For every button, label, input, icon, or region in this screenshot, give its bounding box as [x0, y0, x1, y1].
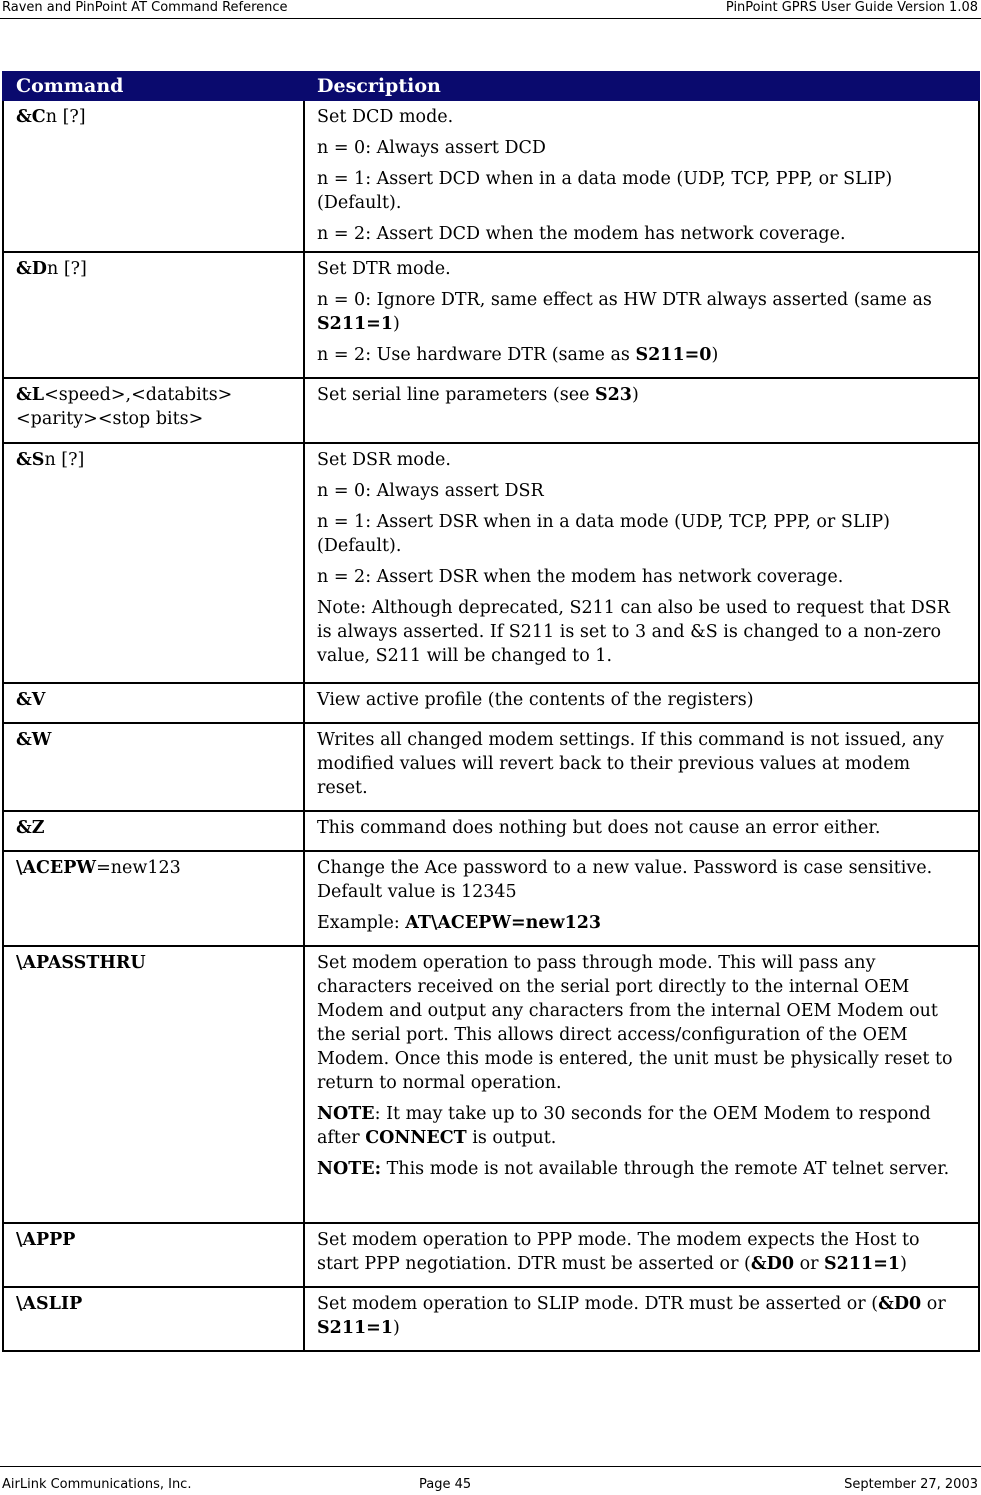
command-args: =new123 [96, 858, 181, 878]
command-name: &L [16, 385, 45, 405]
command-name: &V [16, 690, 46, 710]
command-name: \APPP [16, 1230, 76, 1250]
command-cell [3, 443, 304, 683]
description-note: NOTE: It may take up to 30 seconds for the OEM Modem to respond after CONNECT is output. [317, 1104, 931, 1148]
command-table [2, 71, 980, 1352]
command-name: &S [16, 450, 45, 470]
command-name: &W [16, 730, 52, 750]
table-row [3, 683, 979, 723]
command-name: &D [16, 259, 47, 279]
command-cell [3, 851, 304, 946]
description-line: Change the Ace password to a new value. Password is case sensitive. Default value is 12345 [317, 858, 933, 902]
command-cell [3, 1287, 304, 1351]
command-name: &Z [16, 818, 45, 838]
description-line: This command does nothing but does not cause an error either. [317, 818, 881, 838]
description-line: n = 2: Use hardware DTR (same as S211=0) [317, 345, 719, 365]
description-line: Set modem operation to SLIP mode. DTR must be asserted or (&D0 or S211=1) [317, 1294, 946, 1338]
description-cell [304, 378, 979, 443]
command-name: \ACEPW [16, 858, 97, 878]
command-cell [3, 723, 304, 811]
description-line: Set modem operation to PPP mode. The modem expects the Host to start PPP negotiation. DTR must be asserted or (&D0 or S211=1) [317, 1230, 920, 1274]
table-row [3, 1223, 979, 1287]
description-line: n = 0: Always assert DCD [317, 138, 546, 158]
description-note: NOTE: This mode is not available through the remote AT telnet server. [317, 1159, 950, 1179]
command-name: &C [16, 107, 46, 127]
table-row [3, 252, 979, 378]
description-line: n = 0: Ignore DTR, same effect as HW DTR always asserted (same as S211=1) [317, 290, 932, 334]
table-row [3, 811, 979, 851]
description-example: Example: AT\ACEPW=new123 [317, 913, 602, 933]
description-line: Set serial line parameters (see S23) [317, 385, 639, 405]
description-cell [304, 851, 979, 946]
description-cell [304, 100, 979, 252]
description-cell [304, 443, 979, 683]
table-row [3, 946, 979, 1223]
table-row [3, 100, 979, 252]
description-line: n = 2: Assert DCD when the modem has network coverage. [317, 224, 846, 244]
header-document-title: Raven and PinPoint AT Command Reference [2, 0, 288, 15]
command-cell [3, 252, 304, 378]
description-cell [304, 946, 979, 1223]
command-cell [3, 946, 304, 1223]
description-line: n = 2: Assert DSR when the modem has network coverage. [317, 567, 844, 587]
description-line: View active profile (the contents of the registers) [317, 690, 754, 710]
page-footer [0, 1466, 981, 1495]
description-cell [304, 1287, 979, 1351]
table-row [3, 1287, 979, 1351]
header-guide-version: PinPoint GPRS User Guide Version 1.08 [725, 0, 978, 15]
description-line: Set DCD mode. [317, 107, 454, 127]
table-row [3, 378, 979, 443]
table-row [3, 723, 979, 811]
footer-page-number: Page 45 [419, 1477, 472, 1492]
description-line: n = 0: Always assert DSR [317, 481, 544, 501]
command-name: \ASLIP [16, 1294, 83, 1314]
table-row [3, 851, 979, 946]
command-cell [3, 683, 304, 723]
column-header-command: Command [3, 72, 304, 100]
command-cell [3, 378, 304, 443]
footer-company: AirLink Communications, Inc. [2, 1477, 192, 1492]
command-args: <speed>,<databits> <parity><stop bits> [16, 385, 233, 429]
command-args: n [?] [44, 450, 85, 470]
table-row [3, 443, 979, 683]
description-cell [304, 252, 979, 378]
table-header-row [3, 72, 979, 100]
description-line: n = 1: Assert DCD when in a data mode (UDP, TCP, PPP, or SLIP) (Default). [317, 169, 893, 213]
description-cell [304, 1223, 979, 1287]
command-cell [3, 811, 304, 851]
description-line: Set modem operation to pass through mode. This will pass any characters received on the serial port directly to the internal OEM Modem and output any characters from the internal OEM Modem out the serial port. This allows direct access/configuration of the OEM Modem. Once this mode is entered, the unit must be physically reset to return to normal operation. [317, 953, 953, 1093]
description-note: Note: Although deprecated, S211 can also be used to request that DSR is always asserted. If S211 is set to 3 and &S is changed to a non-zero value, S211 will be changed to 1. [317, 598, 950, 666]
description-line: Writes all changed modem settings. If this command is not issued, any modified values will revert back to their previous values at modem reset. [317, 730, 944, 798]
command-cell [3, 1223, 304, 1287]
description-cell [304, 683, 979, 723]
description-line: Set DTR mode. [317, 259, 451, 279]
description-cell [304, 723, 979, 811]
command-args: n [?] [46, 259, 87, 279]
command-args: n [?] [45, 107, 86, 127]
description-line: Set DSR mode. [317, 450, 451, 470]
command-cell [3, 100, 304, 252]
column-header-description: Description [304, 72, 979, 100]
description-cell [304, 811, 979, 851]
command-name: \APASSTHRU [16, 953, 146, 973]
footer-date: September 27, 2003 [844, 1477, 978, 1492]
page-header [0, 0, 981, 19]
description-line: n = 1: Assert DSR when in a data mode (UDP, TCP, PPP, or SLIP) (Default). [317, 512, 890, 556]
